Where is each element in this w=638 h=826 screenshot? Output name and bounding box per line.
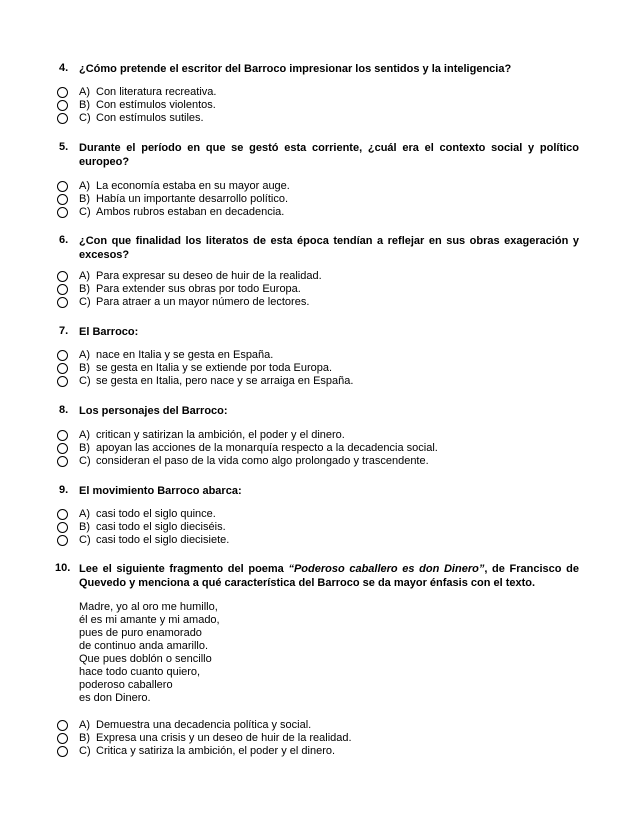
option-b[interactable]: B) apoyan las acciones de la monarquía respecto a la decadencia social. <box>79 442 438 454</box>
option-a-radio[interactable] <box>57 509 68 520</box>
option-b[interactable]: B) se gesta en Italia y se extiende por toda Europa. <box>79 362 333 374</box>
option-a[interactable]: A) La economía estaba en su mayor auge. <box>79 180 290 192</box>
option-c[interactable]: C) casi todo el siglo diecisiete. <box>79 534 230 546</box>
option-a-radio[interactable] <box>57 87 68 98</box>
option-a-radio[interactable] <box>57 430 68 441</box>
question-text-line1: Lee el siguiente fragmento del poema “Poderoso caballero es don Dinero”, de Francisco de <box>79 563 579 575</box>
poem-line: hace todo cuanto quiero, <box>79 666 201 678</box>
poem-line: Que pues doblón o sencillo <box>79 653 212 665</box>
question-text: Los personajes del Barroco: <box>79 405 228 417</box>
question-number: 8. <box>59 404 69 416</box>
option-b-radio[interactable] <box>57 733 68 744</box>
option-b-radio[interactable] <box>57 194 68 205</box>
option-b[interactable]: B) Expresa una crisis y un deseo de huir de la realidad. <box>79 732 352 744</box>
option-c[interactable]: C) se gesta en Italia, pero nace y se arraiga en España. <box>79 375 354 387</box>
option-c-radio[interactable] <box>57 297 68 308</box>
poem-line: él es mi amante y mi amado, <box>79 614 220 626</box>
option-b[interactable]: B) Para extender sus obras por todo Europa. <box>79 283 301 295</box>
question-text-line2: Quevedo y menciona a qué característica del Barroco se da mayor énfasis con el texto. <box>79 577 536 589</box>
option-a-radio[interactable] <box>57 350 68 361</box>
option-c[interactable]: C) Critica y satiriza la ambición, el poder y el dinero. <box>79 745 336 757</box>
option-c-radio[interactable] <box>57 113 68 124</box>
question-text: El Barroco: <box>79 326 139 338</box>
option-b[interactable]: B) casi todo el siglo dieciséis. <box>79 521 226 533</box>
option-a[interactable]: A) Con literatura recreativa. <box>79 86 217 98</box>
poem-line: es don Dinero. <box>79 692 151 704</box>
option-c-radio[interactable] <box>57 376 68 387</box>
option-a[interactable]: A) nace en Italia y se gesta en España. <box>79 349 274 361</box>
question-number: 10. <box>55 562 71 574</box>
question-number: 7. <box>59 325 69 337</box>
poem-line: poderoso caballero <box>79 679 173 691</box>
question-number: 6. <box>59 234 69 246</box>
option-c-radio[interactable] <box>57 456 68 467</box>
option-c-radio[interactable] <box>57 746 68 757</box>
option-c[interactable]: C) Ambos rubros estaban en decadencia. <box>79 206 285 218</box>
option-c-radio[interactable] <box>57 535 68 546</box>
option-a-radio[interactable] <box>57 720 68 731</box>
poem-line: pues de puro enamorado <box>79 627 202 639</box>
option-a[interactable]: A) critican y satirizan la ambición, el poder y el dinero. <box>79 429 345 441</box>
question-text-line1: ¿Con que finalidad los literatos de esta época tendían a reflejar en sus obras exageración y <box>79 235 579 247</box>
question-number: 5. <box>59 141 69 153</box>
question-text: ¿Cómo pretende el escritor del Barroco impresionar los sentidos y la inteligencia? <box>79 63 512 75</box>
option-c-radio[interactable] <box>57 207 68 218</box>
option-b-radio[interactable] <box>57 363 68 374</box>
option-a[interactable]: A) Demuestra una decadencia política y social. <box>79 719 312 731</box>
option-a[interactable]: A) Para expresar su deseo de huir de la realidad. <box>79 270 322 282</box>
option-a-radio[interactable] <box>57 181 68 192</box>
option-b-radio[interactable] <box>57 522 68 533</box>
option-c[interactable]: C) Para atraer a un mayor número de lectores. <box>79 296 310 308</box>
option-c[interactable]: C) Con estímulos sutiles. <box>79 112 204 124</box>
question-text-line2: excesos? <box>79 249 130 261</box>
option-a[interactable]: A) casi todo el siglo quince. <box>79 508 216 520</box>
poem-fragment <box>79 601 220 705</box>
question-text-line1: Durante el período en que se gestó esta corriente, ¿cuál era el contexto social y político <box>79 142 579 154</box>
option-a-radio[interactable] <box>57 271 68 282</box>
question-text: El movimiento Barroco abarca: <box>79 485 242 497</box>
poem-line: de continuo anda amarillo. <box>79 640 209 652</box>
poem-title: “Poderoso caballero es don Dinero” <box>288 563 485 575</box>
question-number: 9. <box>59 484 69 496</box>
option-b-radio[interactable] <box>57 284 68 295</box>
option-b-radio[interactable] <box>57 443 68 454</box>
option-c[interactable]: C) consideran el paso de la vida como algo prolongado y trascendente. <box>79 455 429 467</box>
question-text-line2: europeo? <box>79 156 130 168</box>
question-number: 4. <box>59 62 69 74</box>
option-b-radio[interactable] <box>57 100 68 111</box>
poem-line: Madre, yo al oro me humillo, <box>79 601 218 613</box>
option-b[interactable]: B) Había un importante desarrollo político. <box>79 193 288 205</box>
option-b[interactable]: B) Con estímulos violentos. <box>79 99 216 111</box>
